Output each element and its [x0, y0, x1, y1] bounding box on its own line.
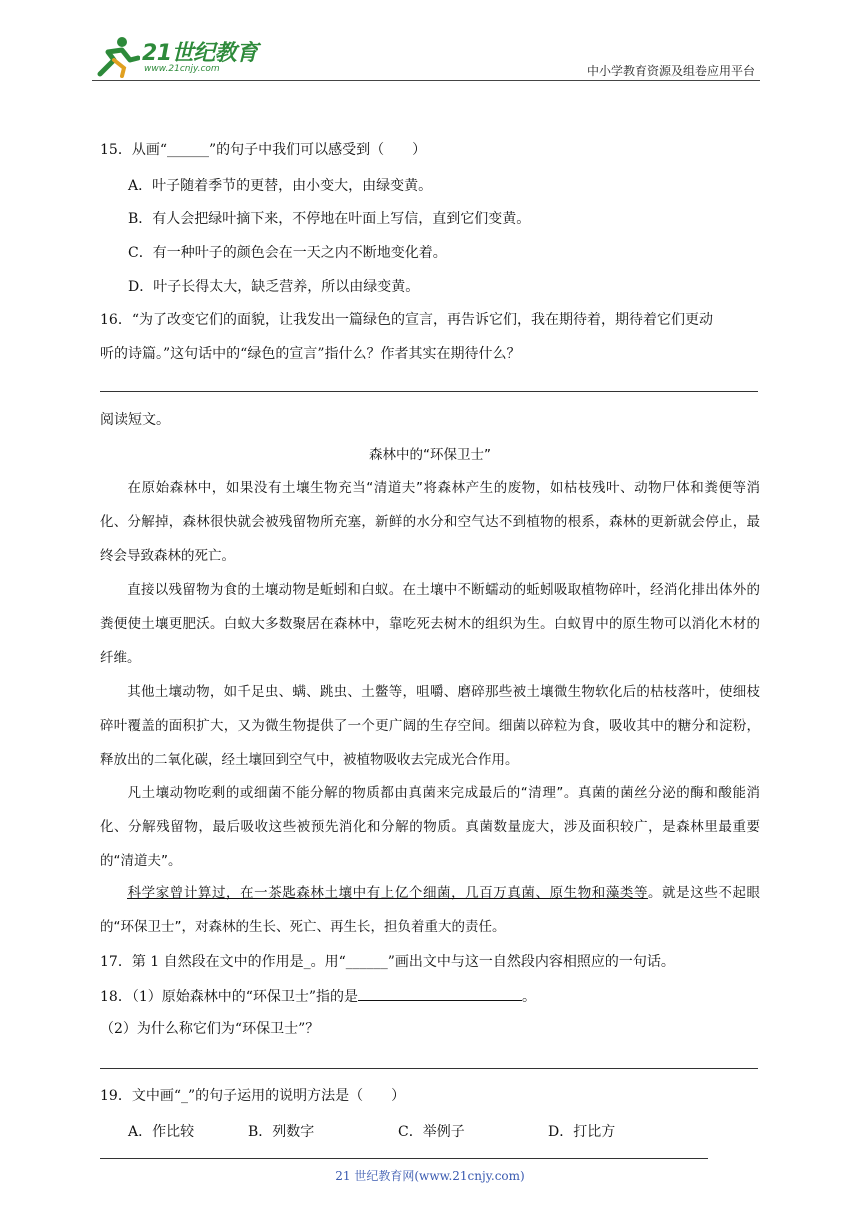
paragraph-1-text: 在原始森林中，如果没有土壤生物充当“清道夫”将森林产生的废物，如枯枝残叶、动物尸体和粪便等消化、分解掉，森林很快就会被残留物所充塞，新鲜的水分和空气达不到植物的根系，森林的更新就会停止，最终会导致森林的死亡。 — [100, 480, 760, 564]
q17-stem: 17．第 1 自然段在文中的作用是_。用“______”画出文中与这一自然段内容相照应的一句话。 — [100, 954, 675, 970]
q19-stem: 19．文中画“_”的句子运用的说明方法是（ ） — [100, 1088, 406, 1104]
header-divider — [92, 80, 760, 81]
article-paragraph-3 — [100, 675, 760, 777]
paragraph-5-text: 。就是这些不起眼的“环保卫士”，对森林的生长、死亡、再生长，担负着重大的责任。 — [100, 885, 761, 935]
q18-part1-text: 18．（1）原始森林中的“环保卫士”指的是 — [100, 989, 359, 1005]
site-logo — [92, 34, 262, 78]
q18-part1 — [100, 986, 536, 1007]
q15-option-c: C．有一种叶子的颜色会在一天之内不断地变化着。 — [128, 245, 447, 261]
q19-option-b: B．列数字 — [248, 1124, 315, 1140]
article-paragraph-1 — [100, 471, 760, 573]
article-paragraph-4 — [100, 776, 760, 878]
q15-stem: 15．从画“______”的句子中我们可以感受到（ ） — [100, 142, 427, 158]
runner-logo-icon — [92, 34, 140, 78]
article-paragraph-2 — [100, 573, 760, 675]
q19-option-d: D．打比方 — [548, 1124, 616, 1140]
q15-option-b: B．有人会把绿叶摘下来，不停地在叶面上写信，直到它们变黄。 — [128, 211, 531, 227]
paragraph-2-text: 直接以残留物为食的土壤动物是蚯蚓和白蚁。在土壤中不断蠕动的蚯蚓吸取植物碎叶，经消化排出体外的粪便使土壤更肥沃。白蚁大多数聚居在森林中，靠吃死去树木的组织为生。白蚁胃中的原生物可以消化木材的纤维。 — [100, 582, 760, 666]
platform-title: 中小学教育资源及组卷应用平台 — [586, 64, 755, 78]
q15-option-d: D．叶子长得太大，缺乏营养，所以由绿变黄。 — [128, 279, 420, 295]
logo-url: www.21cnjy.com — [144, 64, 220, 74]
q19-option-c: C．举例子 — [398, 1124, 465, 1140]
q19-option-a: A．作比较 — [128, 1124, 195, 1140]
q18-part2: （2）为什么称它们为“环保卫士”？ — [100, 1021, 320, 1037]
article-paragraph-5 — [100, 876, 760, 944]
q18-answer-line — [100, 1068, 758, 1069]
reading-intro: 阅读短文。 — [100, 412, 170, 428]
logo-text: 21世纪教育 — [142, 41, 258, 66]
q18-blank[interactable] — [358, 986, 522, 1001]
q15-option-a: A．叶子随着季节的更替，由小变大，由绿变黄。 — [128, 178, 433, 194]
article-title: 森林中的“环保卫士” — [369, 447, 491, 463]
q16-line1: 16．“为了改变它们的面貌，让我发出一篇绿色的宣言，再告诉它们，我在期待着，期待着它们更动 — [100, 312, 713, 328]
footer-divider — [100, 1158, 708, 1159]
footer-text: 21 世纪教育网(www.21cnjy.com) — [335, 1169, 525, 1183]
paragraph-3-text: 其他土壤动物，如千足虫、螨、跳虫、土鳖等，咀嚼、磨碎那些被土壤微生物软化后的枯枝落叶，使细枝碎叶覆盖的面积扩大，又为微生物提供了一个更广阔的生存空间。细菌以碎粒为食，吸收其中的糖分和淀粉，释放出的二氧化碳，经土壤回到空气中，被植物吸收去完成光合作用。 — [100, 684, 760, 768]
underlined-sentence: 科学家曾计算过，在一茶匙森林土壤中有上亿个细菌，几百万真菌、原生物和藻类等 — [127, 885, 649, 901]
q16-line2: 听的诗篇。”这句话中的“绿色的宣言”指什么？作者其实在期待什么？ — [100, 346, 521, 362]
q16-answer-line — [100, 391, 758, 392]
q18-part1-end: 。 — [522, 989, 537, 1005]
paragraph-4-text: 凡土壤动物吃剩的或细菌不能分解的物质都由真菌来完成最后的“清理”。真菌的菌丝分泌的酶和酸能消化、分解残留物，最后吸收这些被预先消化和分解的物质。真菌数量庞大，涉及面积较广，是森林里最重要的“清道夫”。 — [100, 785, 760, 869]
